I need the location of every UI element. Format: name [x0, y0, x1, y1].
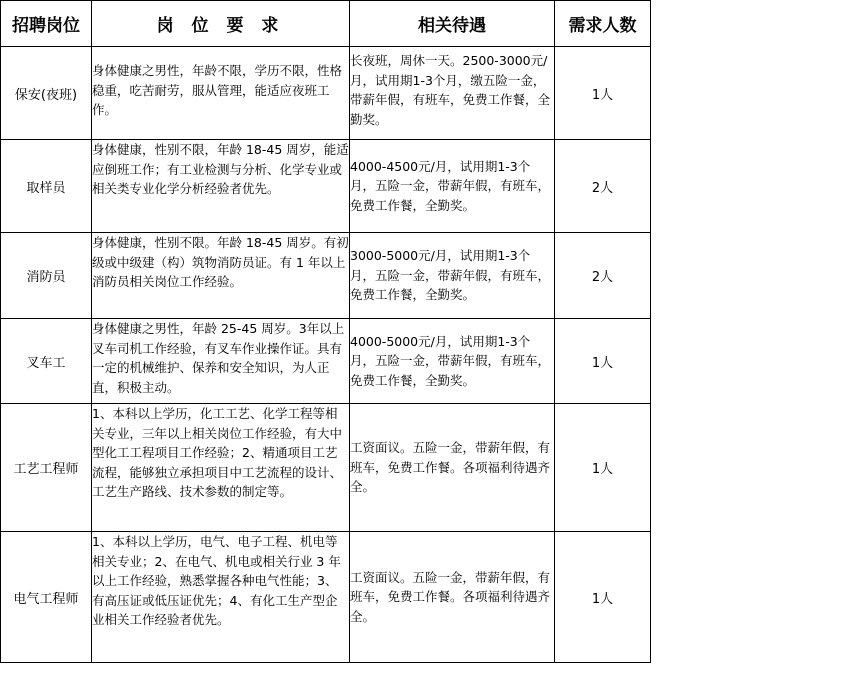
requirements-cell: 身体健康，性别不限，年龄 18-45 周岁，能适应倒班工作；有工业检测与分析、化学专业或相关类专业化学分析经验者优先。: [92, 140, 350, 233]
requirements-cell: 1、本科以上学历，电气、电子工程、机电等相关专业；2、在电气、机电或相关行业 3 年以上工作经验，熟悉掌握各种电气性能；3、有高压证或低压证优先；4、有化工生产型企业相关工作经验者优先。: [92, 532, 350, 663]
benefits-cell: 长夜班，周休一天。2500-3000元/月，试用期1-3个月，缴五险一金，带薪年假，有班车，免费工作餐，全勤奖。: [350, 47, 555, 140]
position-cell: 工艺工程师: [1, 404, 92, 532]
benefits-cell: 工资面议。五险一金，带薪年假，有班车，免费工作餐。各项福利待遇齐全。: [350, 404, 555, 532]
table-row: [1, 319, 651, 404]
table-row: [1, 140, 651, 233]
requirements-cell: 身体健康，性别不限。年龄 18-45 周岁。有初级或中级建（构）筑物消防员证。有 1 年以上消防员相关岗位工作经验。: [92, 233, 350, 319]
headcount-cell: 2人: [555, 233, 651, 319]
benefits-cell: 工资面议。五险一金，带薪年假，有班车，免费工作餐。各项福利待遇齐全。: [350, 532, 555, 663]
headcount-cell: 1人: [555, 47, 651, 140]
table-header-row: [1, 1, 651, 47]
headcount-cell: 2人: [555, 140, 651, 233]
requirements-cell: 1、本科以上学历，化工工艺、化学工程等相关专业，三年以上相关岗位工作经验，有大中型化工工程项目工作经验；2、精通项目工艺流程，能够独立承担项目中工艺流程的设计、工艺生产路线、技术参数的制定等。: [92, 404, 350, 532]
table-row: [1, 404, 651, 532]
benefits-cell: 4000-4500元/月，试用期1-3个月，五险一金，带薪年假，有班车，免费工作餐，全勤奖。: [350, 140, 555, 233]
position-cell: 保安(夜班): [1, 47, 92, 140]
table-row: [1, 47, 651, 140]
header-headcount: 需求人数: [555, 1, 651, 47]
requirements-cell: 身体健康之男性，年龄 25-45 周岁。3年以上叉车司机工作经验，有叉车作业操作证。具有一定的机械维护、保养和安全知识，为人正直，积极主动。: [92, 319, 350, 404]
requirements-cell: 身体健康之男性，年龄不限，学历不限，性格稳重，吃苦耐劳，服从管理，能适应夜班工作。: [92, 47, 350, 140]
header-position: 招聘岗位: [1, 1, 92, 47]
position-cell: 叉车工: [1, 319, 92, 404]
headcount-cell: 1人: [555, 319, 651, 404]
position-cell: 消防员: [1, 233, 92, 319]
benefits-cell: 3000-5000元/月，试用期1-3个月，五险一金，带薪年假，有班车，免费工作餐，全勤奖。: [350, 233, 555, 319]
header-benefits: 相关待遇: [350, 1, 555, 47]
benefits-cell: 4000-5000元/月，试用期1-3个月，五险一金，带薪年假，有班车，免费工作餐，全勤奖。: [350, 319, 555, 404]
position-cell: 电气工程师: [1, 532, 92, 663]
position-cell: 取样员: [1, 140, 92, 233]
headcount-cell: 1人: [555, 404, 651, 532]
header-requirements: 岗 位 要 求: [92, 1, 350, 47]
headcount-cell: 1人: [555, 532, 651, 663]
table-row: [1, 233, 651, 319]
table-row: [1, 532, 651, 663]
